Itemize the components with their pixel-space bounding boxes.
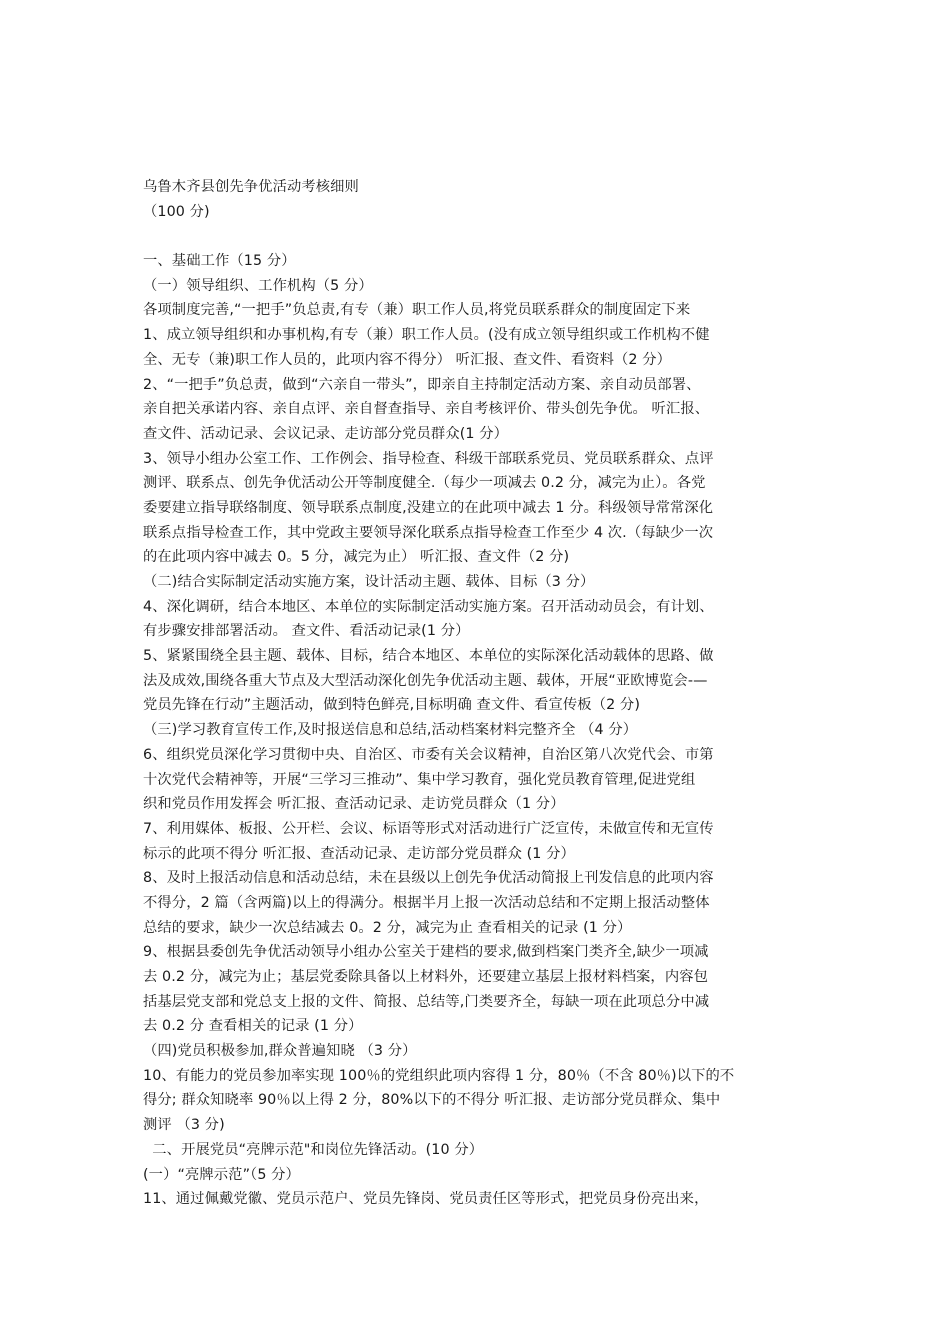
item10-line: 测评 （3 分) <box>143 1117 225 1134</box>
item4-line: 有步骤安排部署活动。 查文件、看活动记录(1 分） <box>143 623 470 640</box>
section1-heading: 一、基础工作（15 分） <box>143 253 296 270</box>
section1-sub1-intro: 各项制度完善,“一把手”负总责,有专（兼）职工作人员,将党员联系群众的制度固定下来 <box>143 302 691 319</box>
item9-line: 去 0.2 分 查看相关的记录 (1 分） <box>143 1018 363 1035</box>
item2-line: 查文件、活动记录、会议记录、走访部分党员群众(1 分） <box>143 425 509 442</box>
item8-line: 不得分，2 篇（含两篇)以上的得满分。根据半月上报一次活动总结和不定期上报活动整体 <box>143 894 710 911</box>
section1-sub2-heading: （二)结合实际制定活动实施方案，设计活动主题、载体、目标（3 分） <box>143 574 595 590</box>
item3-line: 联系点指导检查工作，其中党政主要领导深化联系点指导检查工作至少 4 次.（每缺少一次 <box>143 524 714 541</box>
item6-line: 6、组织党员深化学习贯彻中央、自治区、市委有关会议精神，自治区第八次党代会、市第 <box>143 746 714 763</box>
item7-line: 7、利用媒体、板报、公开栏、会议、标语等形式对活动进行广泛宣传，未做宣传和无宣传 <box>143 820 714 837</box>
item1-line: 1、成立领导组织和办事机构,有专（兼）职工作人员。(没有成立领导组织或工作机构不健 <box>143 327 710 344</box>
item9-line: 括基层党支部和党总支上报的文件、简报、总结等,门类要齐全，每缺一项在此项总分中减 <box>143 993 710 1010</box>
item3-line: 的在此项内容中减去 0。5 分，减完为止） 听汇报、查文件（2 分) <box>143 549 570 566</box>
item11-line: 11、通过佩戴党徽、党员示范户、党员先锋岗、党员责任区等形式，把党员身份亮出来， <box>143 1191 709 1208</box>
item7-line: 标示的此项不得分 听汇报、查活动记录、走访部分党员群众 (1 分） <box>143 845 575 862</box>
item5-line: 法及成效,围绕各重大节点及大型活动深化创先争优活动主题、载体，开展“亚欧博览会-— <box>143 672 708 689</box>
document-title: 乌鲁木齐县创先争优活动考核细则 <box>143 179 359 195</box>
blank-line <box>143 224 823 249</box>
item9-line: 去 0.2 分，减完为止；基层党委除具备以上材料外，还要建立基层上报材料档案，内容包 <box>143 969 709 985</box>
item3-line: 委要建立指导联络制度、领导联系点制度,没建立的在此项中减去 1 分。科级领导常常深化 <box>143 499 714 516</box>
item10-line: 得分; 群众知晓率 90％以上得 2 分，80%以下的不得分 听汇报、走访部分党员群众、集中 <box>143 1092 721 1109</box>
item8-line: 总结的要求，缺少一次总结减去 0。2 分，减完为止 查看相关的记录 (1 分） <box>143 919 632 936</box>
item9-line: 9、根据县委创先争优活动领导小组办公室关于建档的要求,做到档案门类齐全,缺少一项减 <box>143 944 709 961</box>
item5-line: 党员先锋在行动”主题活动，做到特色鲜亮,目标明确 查文件、看宣传板（2 分) <box>143 697 641 714</box>
item5-line: 5、紧紧围绕全县主题、载体、目标，结合本地区、本单位的实际深化活动载体的思路、做 <box>143 648 714 665</box>
document-body <box>143 175 823 1212</box>
item2-line: 亲自把关承诺内容、亲自点评、亲自督查指导、亲自考核评价、带头创先争优。 听汇报、 <box>143 401 710 418</box>
section1-sub4-heading: （四)党员积极参加,群众普遍知晓 （3 分） <box>143 1043 417 1060</box>
item1-line: 全、无专（兼)职工作人员的，此项内容不得分） 听汇报、查文件、看资料（2 分） <box>143 351 672 368</box>
section2-sub1-heading: (一）“亮牌示范”（5 分） <box>143 1166 300 1183</box>
item6-line: 织和党员作用发挥会 听汇报、查活动记录、走访党员群众（1 分） <box>143 796 565 813</box>
item4-line: 4、深化调研，结合本地区、本单位的实际制定活动实施方案。召开活动动员会，有计划、 <box>143 598 714 615</box>
item6-line: 十次党代会精神等，开展“三学习三推动”、集中学习教育，强化党员教育管理,促进党组 <box>143 771 696 788</box>
section2-heading: 二、开展党员“亮牌示范"和岗位先锋活动。(10 分） <box>143 1141 484 1158</box>
section1-sub3-heading: （三)学习教育宣传工作,及时报送信息和总结,活动档案材料完整齐全 （4 分） <box>143 722 638 739</box>
document-total-score: （100 分) <box>143 203 210 220</box>
item3-line: 3、领导小组办公室工作、工作例会、指导检查、科级干部联系党员、党员联系群众、点评 <box>143 450 714 467</box>
item3-line: 测评、联系点、创先争优活动公开等制度健全.（每少一项减去 0.2 分，减完为止）。各党 <box>143 475 706 492</box>
item10-line: 10、有能力的党员参加率实现 100％的党组织此项内容得 1 分，80％（不含 80％)以下的不 <box>143 1067 735 1084</box>
item8-line: 8、及时上报活动信息和活动总结，未在县级以上创先争优活动简报上刊发信息的此项内容 <box>143 870 714 887</box>
section1-sub1-heading: （一）领导组织、工作机构（5 分） <box>143 277 373 294</box>
item2-line: 2、“一把手”负总责，做到“六亲自一带头”，即亲自主持制定活动方案、亲自动员部署、 <box>143 376 701 393</box>
